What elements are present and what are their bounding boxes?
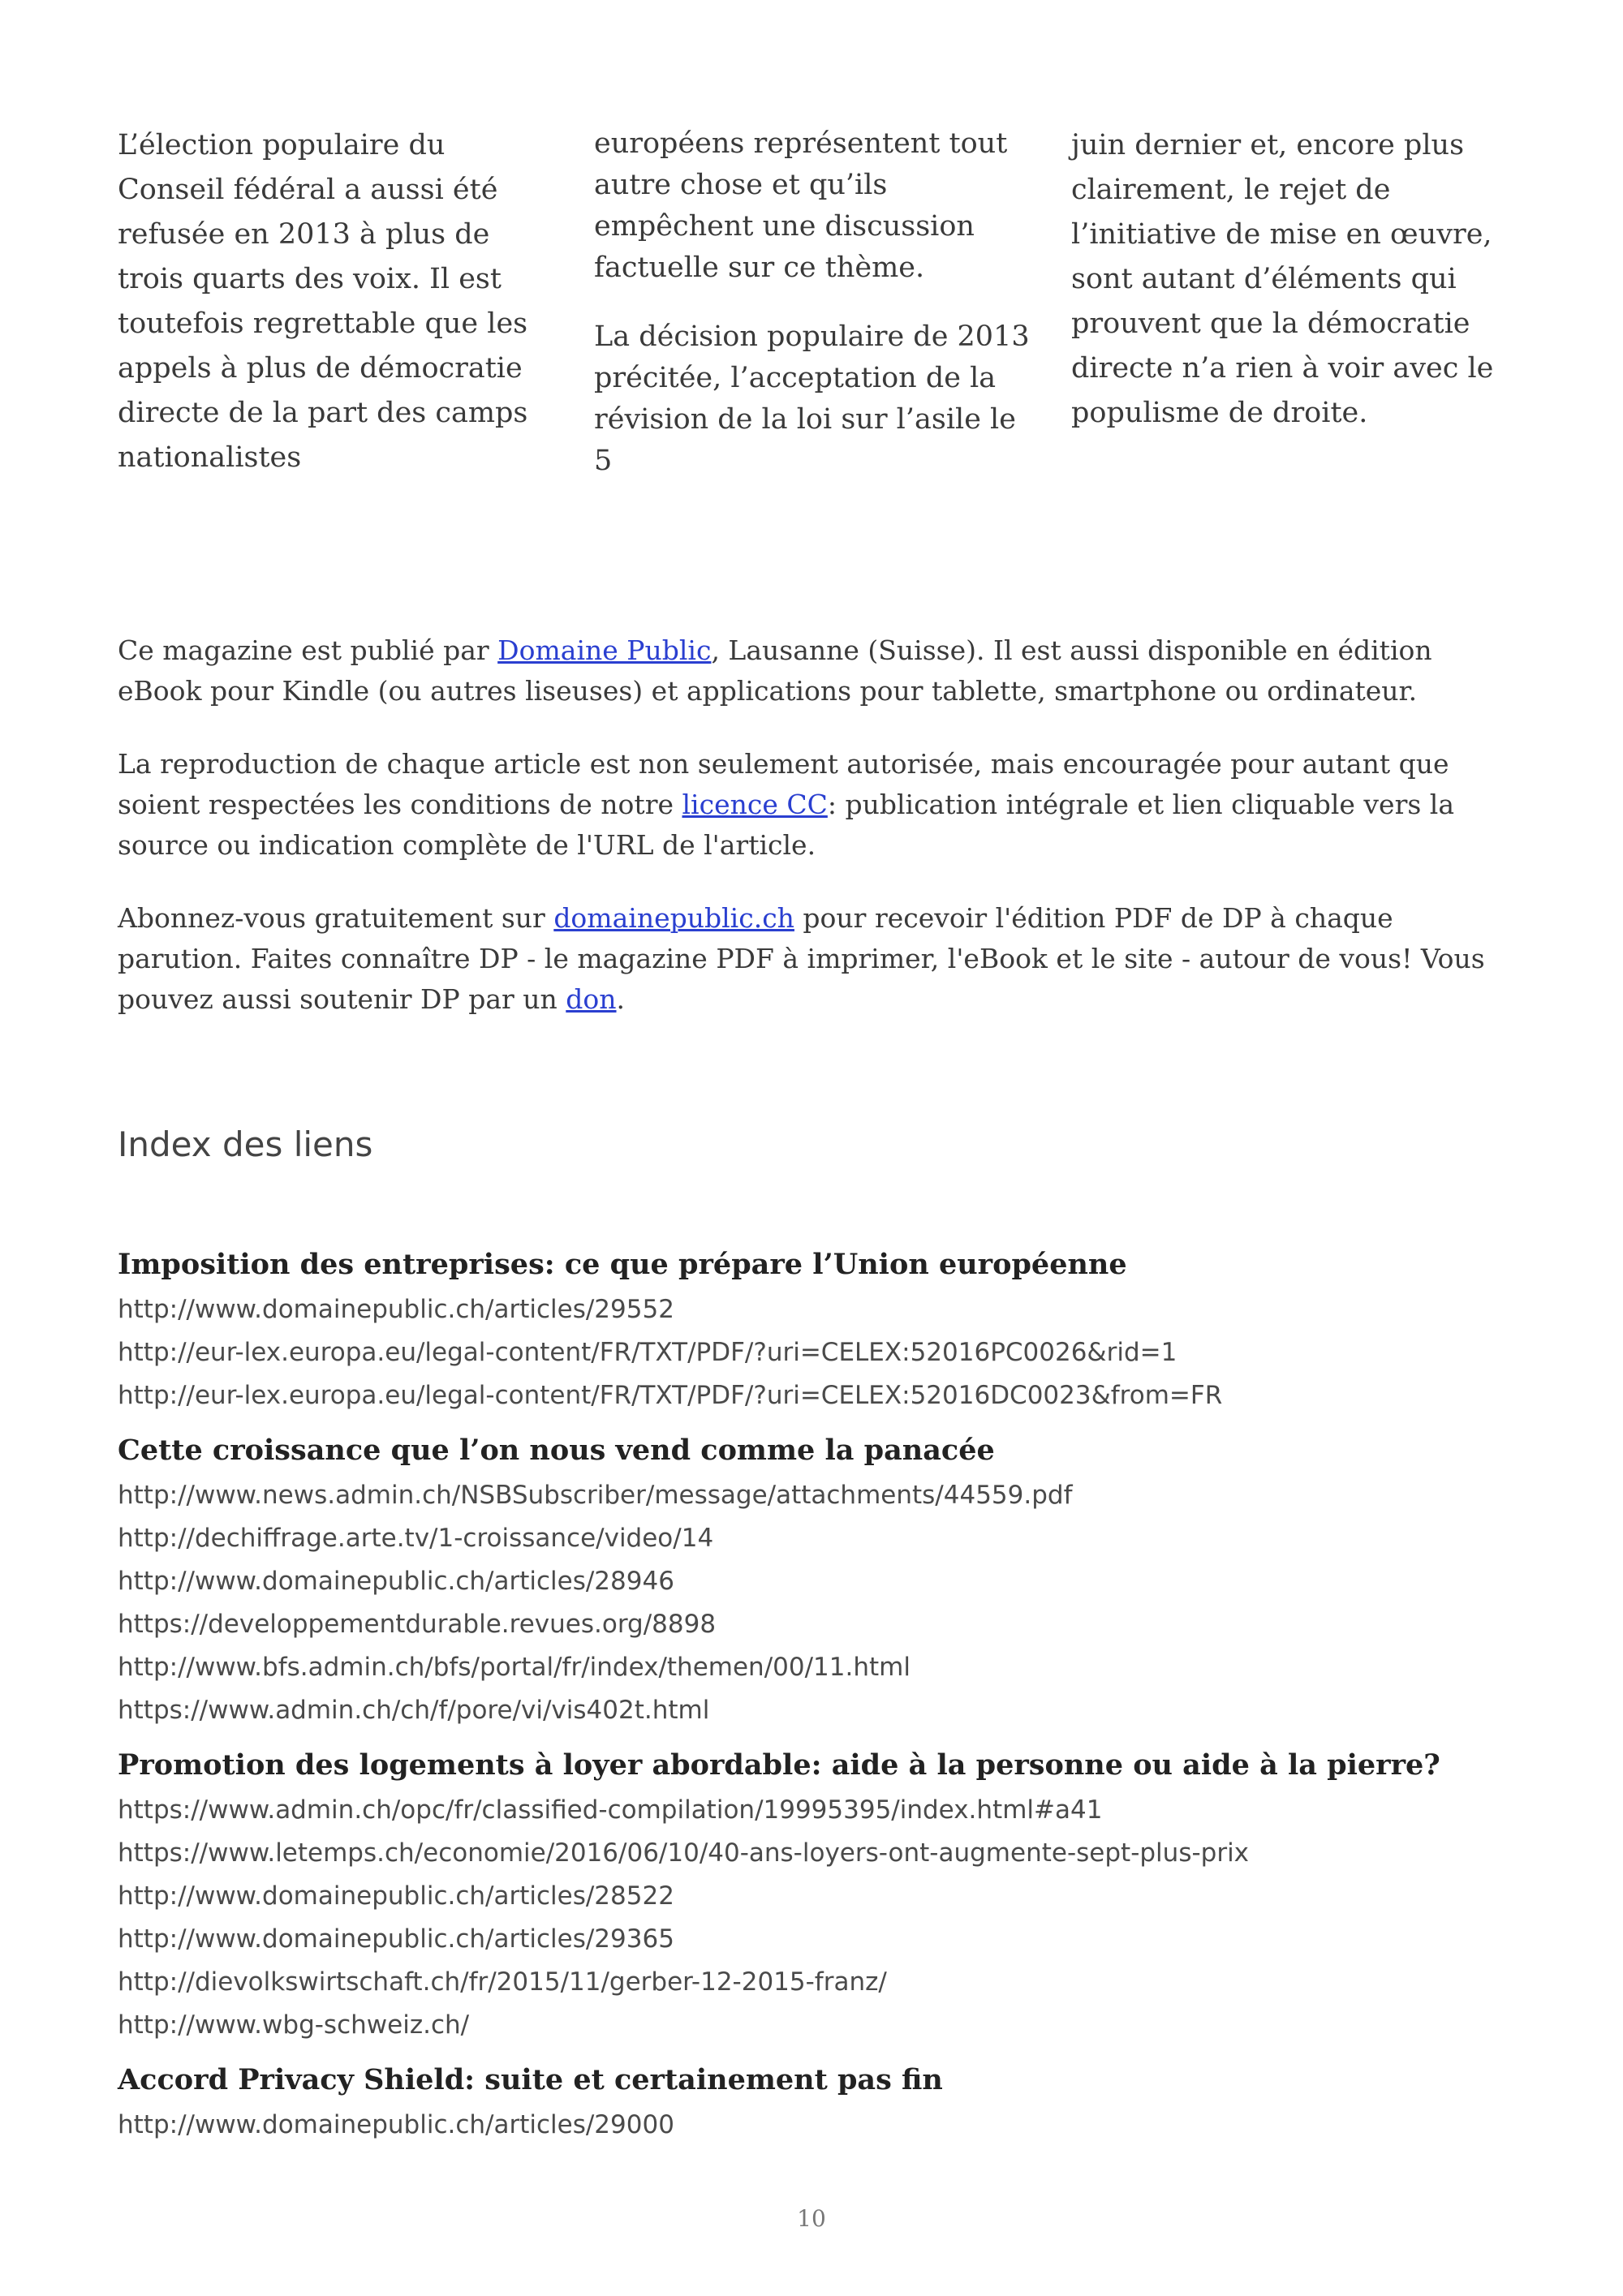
article-column-3 [1071, 123, 1513, 436]
link-index [118, 1241, 1546, 2156]
subscribe-paragraph: Abonnez-vous gratuitement sur domainepublic.ch pour recevoir l'édition PDF de DP à chaque parution. Faites connaître DP - le magazine PDF à imprimer, l'eBook et le site - autour de vous! Vous pouvez aussi soutenir DP par un don. [118, 902, 1485, 1015]
article-paragraph: juin dernier et, encore plus clairement, le rejet de l’initiative de mise en œuvre, sont autant d’éléments qui prouvent que la démocratie directe n’a rien à voir avec le populisme de droite. [1071, 129, 1494, 429]
index-link[interactable]: http://www.wbg-schweiz.ch/ [118, 2010, 470, 2040]
index-group-title: Accord Privacy Shield: suite et certainement pas fin [118, 2063, 943, 2096]
index-group [118, 2057, 1546, 2147]
index-group [118, 1427, 1546, 1732]
article-paragraph: L’élection populaire du Conseil fédéral a aussi été refusée en 2013 à plus de trois quarts des voix. Il est toutefois regrettable que les appels à plus de démocratie directe de la part des camps nationalistes [118, 129, 528, 474]
publication-info [118, 630, 1522, 1052]
index-link[interactable]: http://eur-lex.europa.eu/legal-content/FR/TXT/PDF/?uri=CELEX:52016DC0023&from=FR [118, 1381, 1223, 1410]
license-paragraph: La reproduction de chaque article est non seulement autorisée, mais encouragée pour autant que soient respectées les conditions de notre licence CC: publication intégrale et lien cliquable vers la source ou indication complète de l'URL de l'article. [118, 748, 1455, 861]
index-group [118, 1241, 1546, 1417]
index-link[interactable]: http://www.domainepublic.ch/articles/28946 [118, 1567, 674, 1596]
donation-link[interactable]: don [566, 983, 617, 1015]
index-link[interactable]: http://dievolkswirtschaft.ch/fr/2015/11/gerber-12-2015-franz/ [118, 1967, 887, 1997]
page-number: 10 [797, 2205, 826, 2232]
index-link-list [118, 1288, 1546, 1417]
index-link[interactable]: http://www.domainepublic.ch/articles/28522 [118, 1881, 674, 1911]
index-group [118, 1742, 1546, 2047]
index-link[interactable]: http://www.domainepublic.ch/articles/29365 [118, 1924, 674, 1954]
domainepublic-link[interactable]: domainepublic.ch [553, 902, 794, 934]
index-group-title: Cette croissance que l’on nous vend comme la panacée [118, 1434, 995, 1467]
index-link[interactable]: https://www.admin.ch/opc/fr/classified-compilation/19995395/index.html#a41 [118, 1795, 1103, 1825]
domaine-public-link[interactable]: Domaine Public [497, 634, 712, 666]
index-link[interactable]: https://www.letemps.ch/economie/2016/06/10/40-ans-loyers-ont-augmente-sept-plus-prix [118, 1838, 1250, 1868]
index-heading: Index des liens [118, 1124, 373, 1164]
index-group-title: Imposition des entreprises: ce que prépare l’Union européenne [118, 1248, 1127, 1281]
index-link-list [118, 1474, 1546, 1732]
index-link[interactable]: http://www.domainepublic.ch/articles/29552 [118, 1295, 674, 1324]
article-column-2 [594, 123, 1032, 482]
article-columns [118, 123, 1513, 477]
index-link[interactable]: http://dechiffrage.arte.tv/1-croissance/video/14 [118, 1524, 714, 1553]
publisher-paragraph: Ce magazine est publié par Domaine Public, Lausanne (Suisse). Il est aussi disponible en édition eBook pour Kindle (ou autres liseuses) et applications pour tablette, smartphone ou ordinateur. [118, 634, 1432, 707]
article-paragraph: La décision populaire de 2013 précitée, l’acceptation de la révision de la loi sur l’asile le 5 [594, 320, 1030, 477]
article-paragraph: européens représentent tout autre chose et qu’ils empêchent une discussion factuelle sur ce thème. [594, 127, 1008, 284]
index-link-list [118, 2104, 1546, 2147]
licence-cc-link[interactable]: licence CC [682, 789, 828, 820]
index-link[interactable]: https://www.admin.ch/ch/f/pore/vi/vis402t.html [118, 1696, 710, 1725]
index-link[interactable]: http://www.news.admin.ch/NSBSubscriber/message/attachments/44559.pdf [118, 1481, 1073, 1510]
index-link-list [118, 1789, 1546, 2047]
index-link[interactable]: http://www.bfs.admin.ch/bfs/portal/fr/index/themen/00/11.html [118, 1653, 911, 1682]
index-group-title: Promotion des logements à loyer abordable: aide à la personne ou aide à la pierre? [118, 1748, 1440, 1782]
article-column-1 [118, 123, 560, 480]
index-link[interactable]: http://eur-lex.europa.eu/legal-content/FR/TXT/PDF/?uri=CELEX:52016PC0026&rid=1 [118, 1338, 1177, 1367]
index-link[interactable]: http://www.domainepublic.ch/articles/29000 [118, 2110, 674, 2139]
index-link[interactable]: https://developpementdurable.revues.org/8898 [118, 1610, 717, 1639]
